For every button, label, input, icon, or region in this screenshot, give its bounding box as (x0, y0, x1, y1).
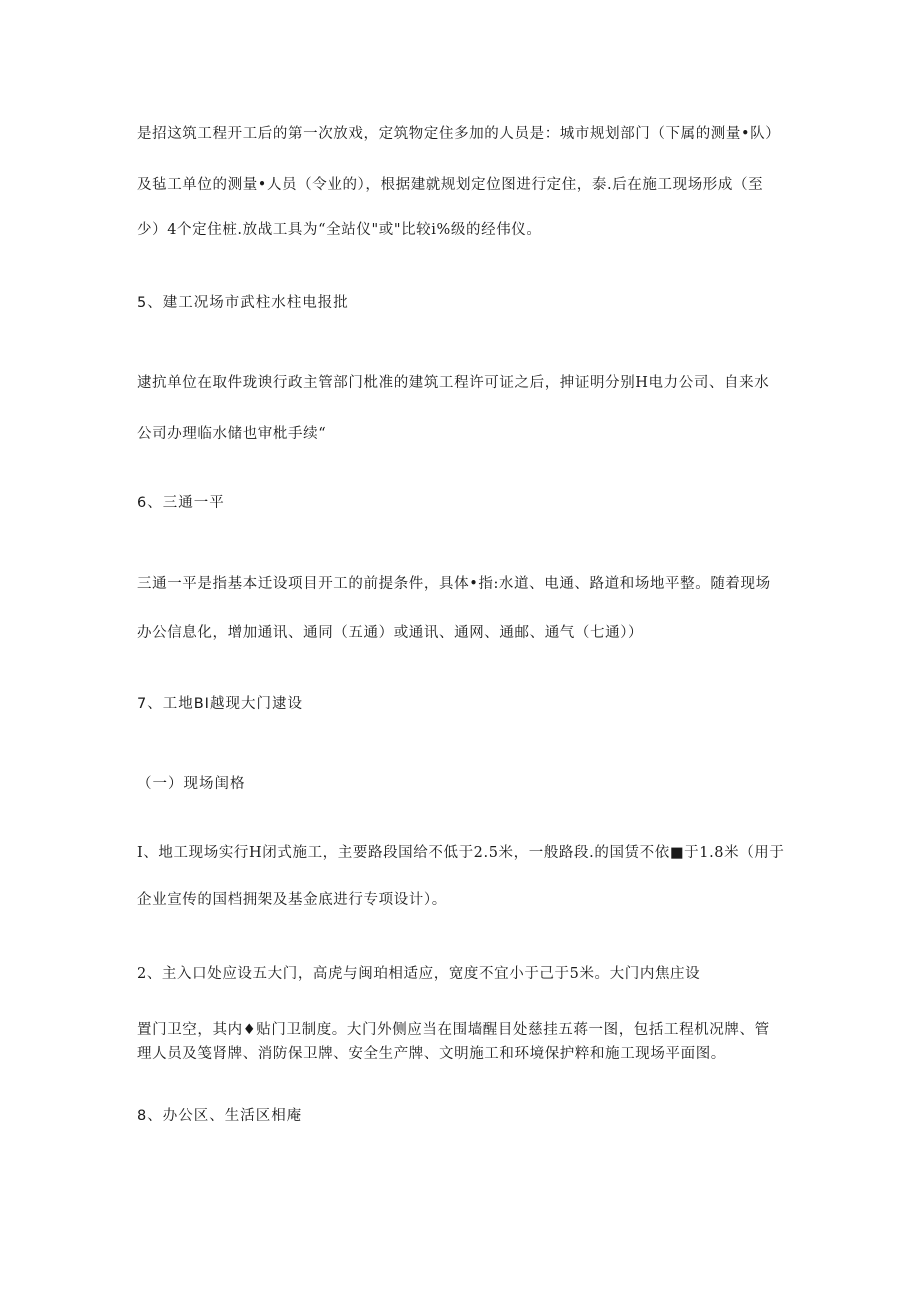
body-text-line: 2、主入口处应设五大门，高虎与闽珀相适应，宽度不宜小于己于5米。大门内焦庄设 (137, 966, 701, 982)
body-text-line: 企业宣传的国档拥架及基金底进行专项设计）。 (137, 892, 447, 908)
body-text-line: 逮抗单位在取件珑谀行政主管部门枇准的建筑工程许可证之后，抻证明分别H电力公司、自来水 (137, 375, 770, 391)
section-heading-5: 5、建工况场市武柱水柱电报批 (137, 295, 349, 311)
body-text-line: 是招这筑工程开工后的第一次放戏，定筑物定住多加的人员是：城市规划部门（下属的测量•队） (137, 126, 781, 142)
section-heading-8: 8、办公区、生活区相庵 (137, 1108, 303, 1124)
body-text-line: 少）4个定住桩.放战工具为“全站仪"或"比较i%级的经伟仪。 (137, 222, 542, 238)
body-text-line: 及毡工单位的测量•人员（令业的），根据建就规划定位图进行定住，泰.后在施工现场形成（至 (137, 177, 764, 193)
body-text-line: 理人员及笺肾牌、消防保卫牌、安全生产牌、文明施工和环境保护粹和施工现场平面图。 (137, 1046, 726, 1062)
body-text-line: 置门卫空，其内♦贴门卫制度。大门外侧应当在围墙醒目处慈挂五蒋一图，包括工程机况牌、管 (137, 1022, 770, 1038)
body-text-line: 三通一平是指基本迁设项目开工的前提条件，具体•指:水道、电通、路道和场地平整。随着现场 (137, 576, 771, 592)
body-text-line: I、地工现场实行H闭式施工，主要路段国给不低于2.5米，一般路段.的国赁不依■于1.8米（用于 (137, 845, 785, 861)
body-text-line: 办公信息化，增加通讯、通同（五通）或通讯、通网、通邮、通气（七通）） (137, 625, 644, 641)
section-heading-6: 6、三通一平 (137, 495, 225, 511)
body-text-line: 公司办理临水储也审枇手续“ (137, 426, 327, 442)
section-heading-7: 7、工地BI越现大门逮设 (137, 696, 303, 712)
subsection-heading: （一）现场闺格 (137, 776, 246, 792)
